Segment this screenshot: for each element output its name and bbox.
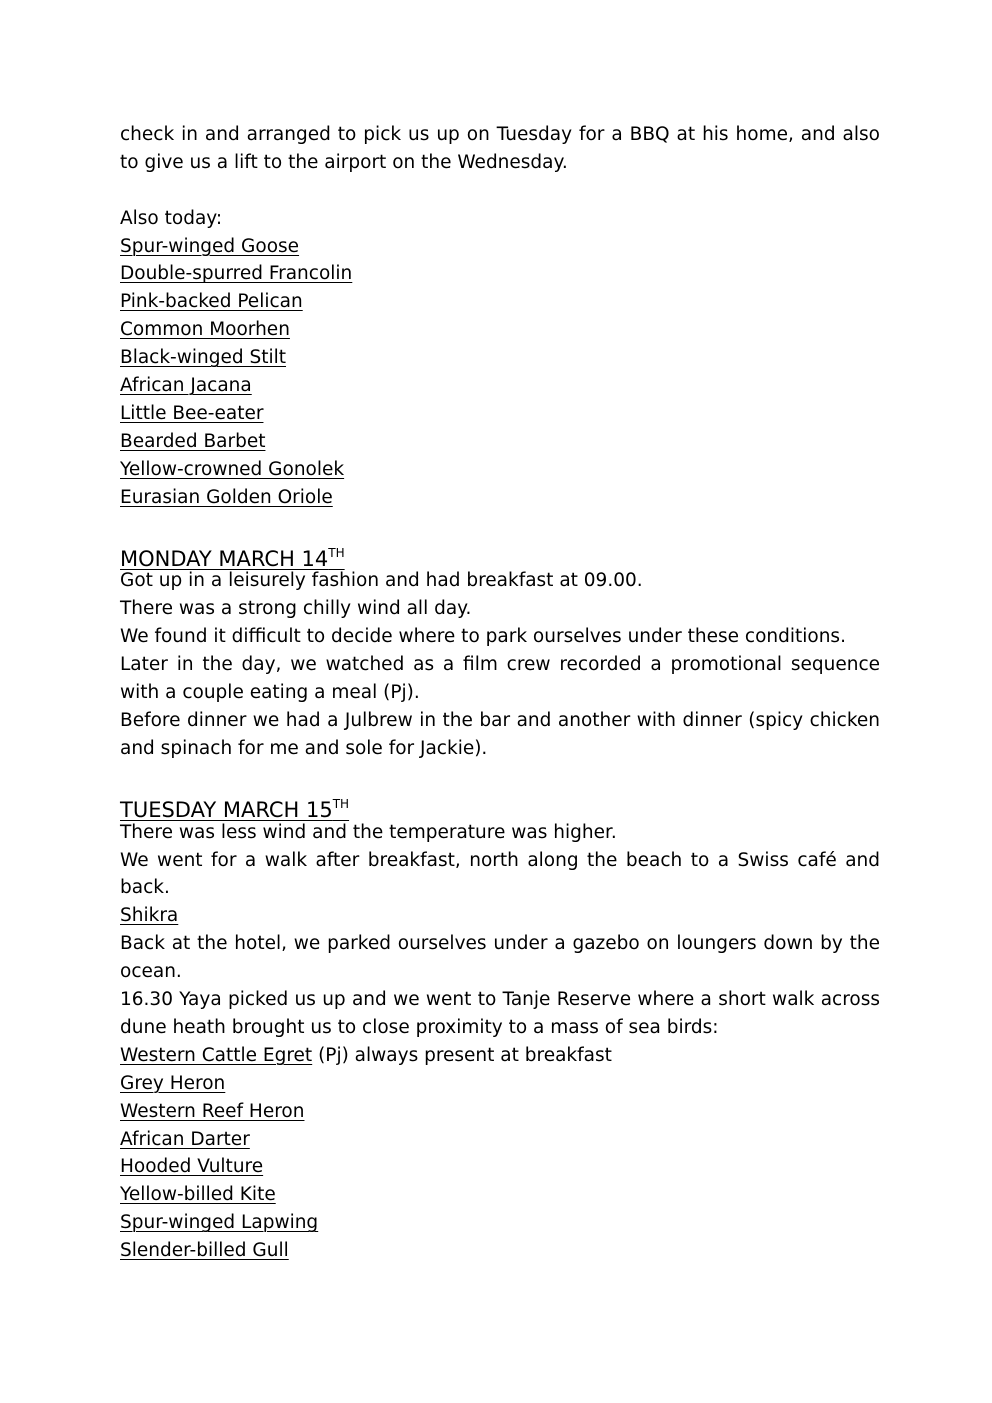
diary-line: Back at the hotel, we parked ourselves under a gazebo on loungers down by the ocean. [120,933,880,983]
tuesday-heading-sup: TH [332,796,350,811]
tuesday-heading [120,791,880,822]
bird-name: Black-winged Stilt [120,347,287,369]
bird-name: Hooded Vulture [120,1156,264,1178]
bird-name: Yellow-crowned Gonolek [120,458,345,480]
tuesday-heading-text: TUESDAY MARCH 15 [120,797,333,822]
diary-line: We went for a walk after breakfast, north along the beach to a Swiss café and back. [120,849,880,899]
bird-name: Slender-billed Gull [120,1240,289,1262]
diary-line: We found it difficult to decide where to park ourselves under these conditions. [120,626,846,648]
bird-name: Western Reef Heron [120,1100,305,1122]
monday-entries [120,567,880,762]
bird-name: Little Bee-eater [120,402,264,424]
bird-name: Bearded Barbet [120,430,266,452]
monday-heading-sup: TH [328,545,345,560]
monday-heading [120,540,880,571]
egret-line [120,1042,880,1070]
bird-name: Spur-winged Goose [120,235,300,257]
bird-name: Western Cattle Egret [120,1044,313,1066]
tuesday-bird-list [120,1070,880,1265]
bird-name: Grey Heron [120,1072,226,1094]
spacer [120,763,880,784]
bird-note: (Pj) always present at breakfast [312,1044,612,1066]
bird-name: Spur-winged Lapwing [120,1212,319,1234]
diary-line: 16.30 Yaya picked us up and we went to Tanje Reserve where a short walk across dune heath brought us to close proximity to a mass of sea birds: [120,989,880,1038]
intro-paragraph: check in and arranged to pick us up on Tuesday for a BBQ at his home, and also to give us a lift to the airport on the Wednesday. [120,124,880,173]
monday-heading-text: MONDAY MARCH 14 [120,546,329,571]
diary-line: Before dinner we had a Julbrew in the bar and another with dinner (spicy chicken and spinach for me and sole for Jackie). [120,709,880,759]
also-today-bird-list [120,233,880,512]
bird-name: Double-spurred Francolin [120,263,353,285]
bird-name: Eurasian Golden Oriole [120,486,333,508]
bird-name: Pink-backed Pelican [120,291,303,313]
diary-line: There was a strong chilly wind all day. [120,598,472,620]
spacer [120,177,880,205]
tuesday-entries [120,819,880,1265]
diary-line: Later in the day, we watched as a film crew recorded a promotional sequence with a couple eating a meal (Pj). [120,654,880,704]
document-page [120,121,880,1265]
bird-name: Yellow-billed Kite [120,1184,276,1206]
bird-name: African Jacana [120,375,252,397]
bird-name: Shikra [120,905,179,927]
bird-name: Common Moorhen [120,319,290,341]
spacer [120,512,880,533]
bird-name: African Darter [120,1128,250,1150]
diary-line: There was less wind and the temperature was higher. [120,821,617,843]
also-today-label: Also today: [120,207,223,229]
diary-line: Got up in a leisurely fashion and had breakfast at 09.00. [120,570,643,592]
